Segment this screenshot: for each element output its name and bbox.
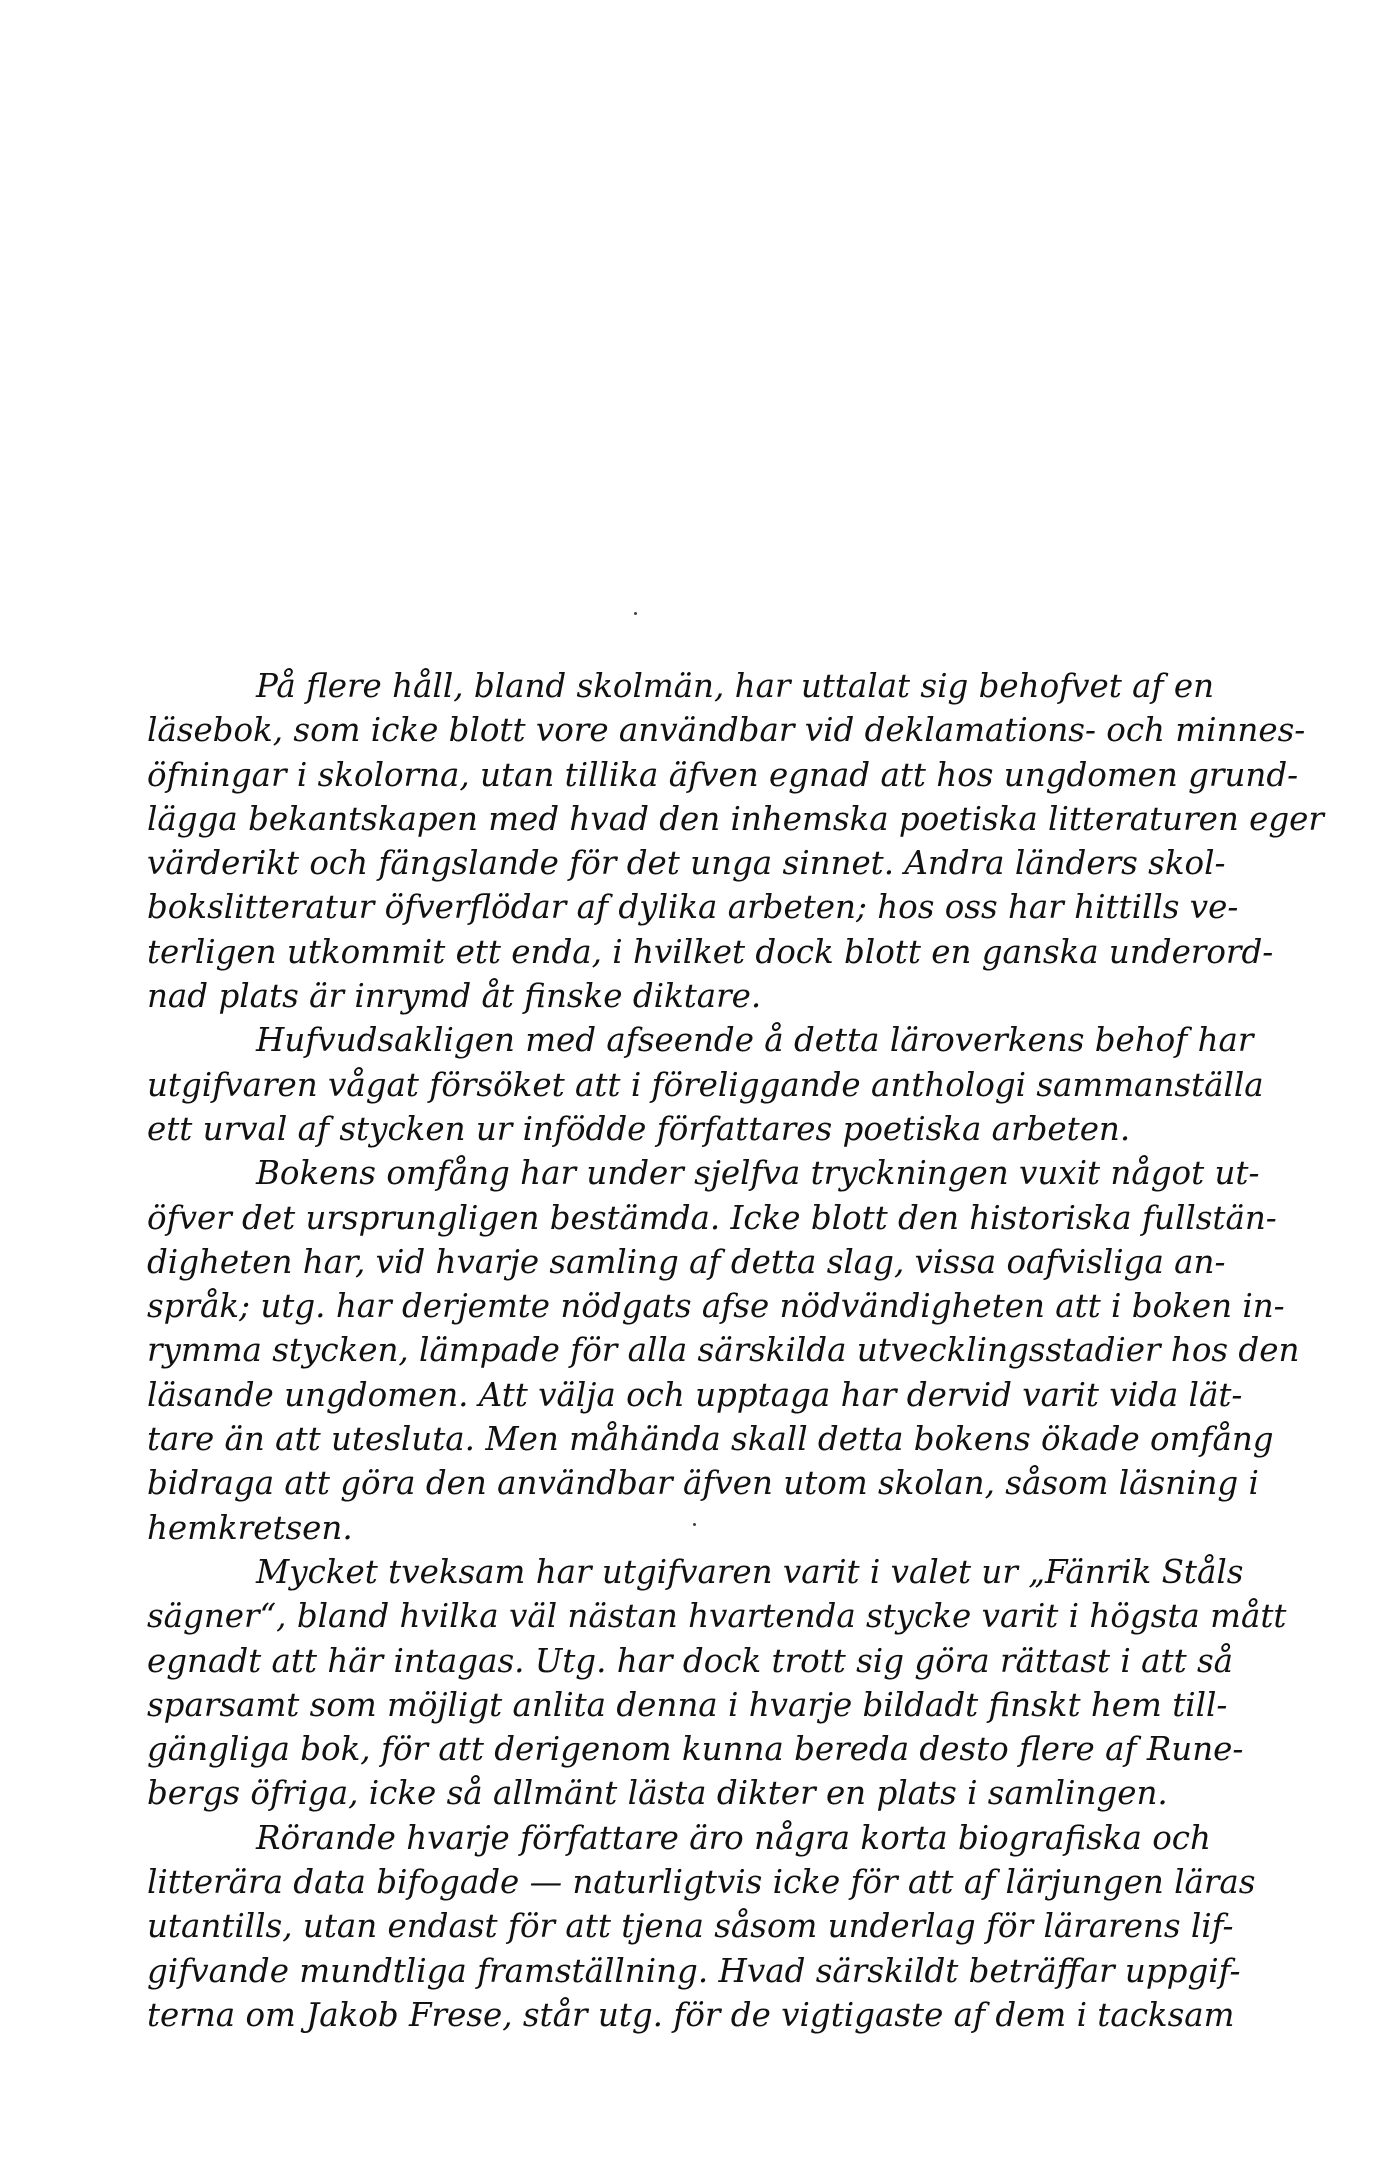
text-line: utantills, utan endast för att tjena såsom underlag för lärarens lif- <box>147 1907 1234 1946</box>
text-line: terligen utkommit ett enda, i hvilket dock blott en ganska underord- <box>147 932 1274 971</box>
text-line: bergs öfriga, icke så allmänt lästa dikter en plats i samlingen. <box>147 1774 1168 1813</box>
text-line: nad plats är inrymd åt finske diktare. <box>147 977 762 1016</box>
text-line: tare än att utesluta. Men måhända skall detta bokens ökade omfång <box>147 1420 1274 1459</box>
text-line: gängliga bok, för att derigenom kunna bereda desto flere af Rune- <box>147 1730 1244 1769</box>
text-line: rymma stycken, lämpade för alla särskilda utvecklingsstadier hos den <box>147 1331 1300 1370</box>
text-line: öfver det ursprungligen bestämda. Icke blott den historiska fullstän- <box>147 1198 1277 1237</box>
text-line: egnadt att här intagas. Utg. har dock trott sig göra rättast i att så <box>147 1641 1234 1680</box>
text-line: digheten har, vid hvarje samling af detta slag, vissa oafvisliga an- <box>147 1242 1226 1281</box>
text-line: Bokens omfång har under sjelfva tryckningen vuxit något ut- <box>256 1154 1260 1193</box>
text-line: värderikt och fängslande för det unga sinnet. Andra länders skol- <box>147 844 1226 883</box>
text-line: ett urval af stycken ur infödde författares poetiska arbeten. <box>147 1109 1131 1148</box>
scan-speck <box>634 612 637 615</box>
text-line: Rörande hvarje författare äro några korta biografiska och <box>256 1818 1211 1857</box>
text-line: hemkretsen. <box>147 1508 353 1547</box>
text-line: gifvande mundtliga framställning. Hvad särskildt beträffar uppgif- <box>147 1951 1241 1990</box>
text-line: utgifvaren vågat försöket att i föreliggande anthologi sammanställa <box>147 1065 1264 1104</box>
text-line: litterära data bifogade — naturligtvis icke för att af lärjungen läras <box>147 1863 1256 1902</box>
scan-speck <box>693 1523 696 1526</box>
text-line: sägner“, bland hvilka väl nästan hvartenda stycke varit i högsta mått <box>147 1597 1287 1636</box>
text-line: bokslitteratur öfverflödar af dylika arbeten; hos oss har hittills ve- <box>147 888 1239 927</box>
text-line: öfningar i skolorna, utan tillika äfven egnad att hos ungdomen grund- <box>147 755 1299 794</box>
text-line: läsande ungdomen. Att välja och upptaga har dervid varit vida lät- <box>147 1375 1243 1414</box>
text-line: Mycket tveksam har utgifvaren varit i valet ur „Fänrik Ståls <box>256 1552 1244 1591</box>
text-line: lägga bekantskapen med hvad den inhemska poetiska litteraturen eger <box>147 799 1324 838</box>
preface-text <box>147 664 1324 2037</box>
text-line: Hufvudsakligen med afseende å detta läroverkens behof har <box>256 1021 1254 1060</box>
text-line: språk; utg. har derjemte nödgats afse nödvändigheten att i boken in- <box>147 1287 1285 1326</box>
text-line: bidraga att göra den användbar äfven utom skolan, såsom läsning i <box>147 1464 1259 1503</box>
text-line: På flere håll, bland skolmän, har uttalat sig behofvet af en <box>256 667 1215 705</box>
text-line: sparsamt som möjligt anlita denna i hvarje bildadt finskt hem till- <box>147 1685 1228 1724</box>
text-line: läsebok, som icke blott vore användbar vid deklamations- och minnes- <box>147 711 1306 750</box>
text-line: terna om Jakob Frese, står utg. för de vigtigaste af dem i tacksam <box>147 1995 1235 2034</box>
